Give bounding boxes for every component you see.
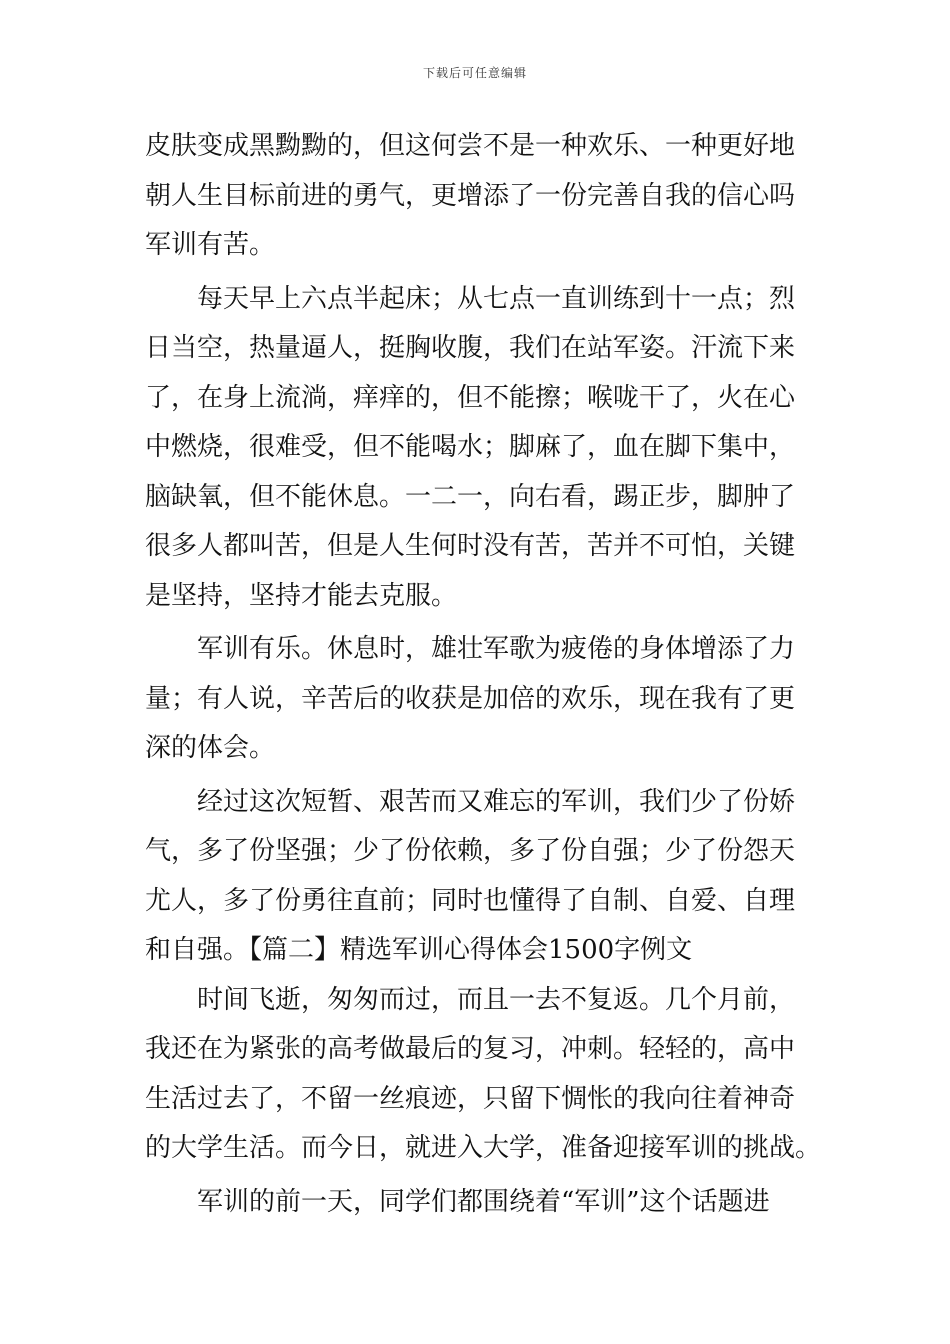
document-body [145, 122, 822, 1227]
text-line: 深的体会。 [145, 733, 276, 763]
text-line: 很多人都叫苦，但是人生何时没有苦，苦并不可怕，关键 [145, 531, 796, 561]
paragraph [145, 275, 810, 622]
text-line: 经过这次短暂、艰苦而又难忘的军训，我们少了份娇 [197, 786, 796, 817]
text-line: 量；有人说，辛苦后的收获是加倍的欢乐，现在我有了更 [145, 683, 796, 714]
text-line: 尤人，多了份勇往直前；同时也懂得了自制、自爱、自理 [145, 885, 796, 916]
text-line: 时间飞逝，匆匆而过，而且一去不复返。几个月前， [197, 984, 796, 1015]
text-line: 气，多了份坚强；少了份依赖，多了份自强；少了份怨天 [145, 836, 796, 866]
paragraph [145, 778, 810, 976]
text-line: 了，在身上流淌，痒痒的，但不能擦；喉咙干了，火在心 [145, 382, 796, 413]
text-line: 日当空，热量逼人，挺胸收腹，我们在站军姿。汗流下来 [145, 333, 796, 363]
paragraph [145, 625, 810, 774]
text-line: 脑缺氧，但不能休息。一二一，向右看，踢正步，脚肿了 [145, 481, 796, 512]
text-line: 每天早上六点半起床；从七点一直训练到十一点；烈 [197, 283, 796, 314]
text-line: 中燃烧，很难受，但不能喝水；脚麻了，血在脚下集中， [145, 432, 796, 462]
text-line: 军训的前一天，同学们都围绕着“军训”这个话题进 [197, 1186, 770, 1217]
page-header: 下载后可任意编辑 [422, 66, 527, 80]
paragraph [145, 122, 810, 271]
text-line: 军训有苦。 [145, 230, 276, 260]
paragraph [145, 976, 822, 1174]
text-line: 是坚持，坚持才能去克服。 [145, 580, 458, 611]
text-line: 和自强。【篇二】精选军训心得体会1500字例文 [145, 935, 693, 965]
text-line: 我还在为紧张的高考做最后的复习，冲刺。轻轻的，高中 [145, 1034, 796, 1064]
text-line: 皮肤变成黑黝黝的，但这何尝不是一种欢乐、一种更好地 [145, 131, 796, 161]
text-line: 朝人生目标前进的勇气，更增添了一份完善自我的信心吗 [145, 180, 796, 211]
paragraph [145, 1178, 810, 1228]
text-line: 生活过去了，不留一丝痕迹，只留下惆怅的我向往着神奇 [145, 1083, 796, 1114]
text-line: 的大学生活。而今日，就进入大学，准备迎接军训的挑战。 [145, 1133, 822, 1163]
text-line: 军训有乐。休息时，雄壮军歌为疲倦的身体增添了力 [197, 634, 796, 664]
